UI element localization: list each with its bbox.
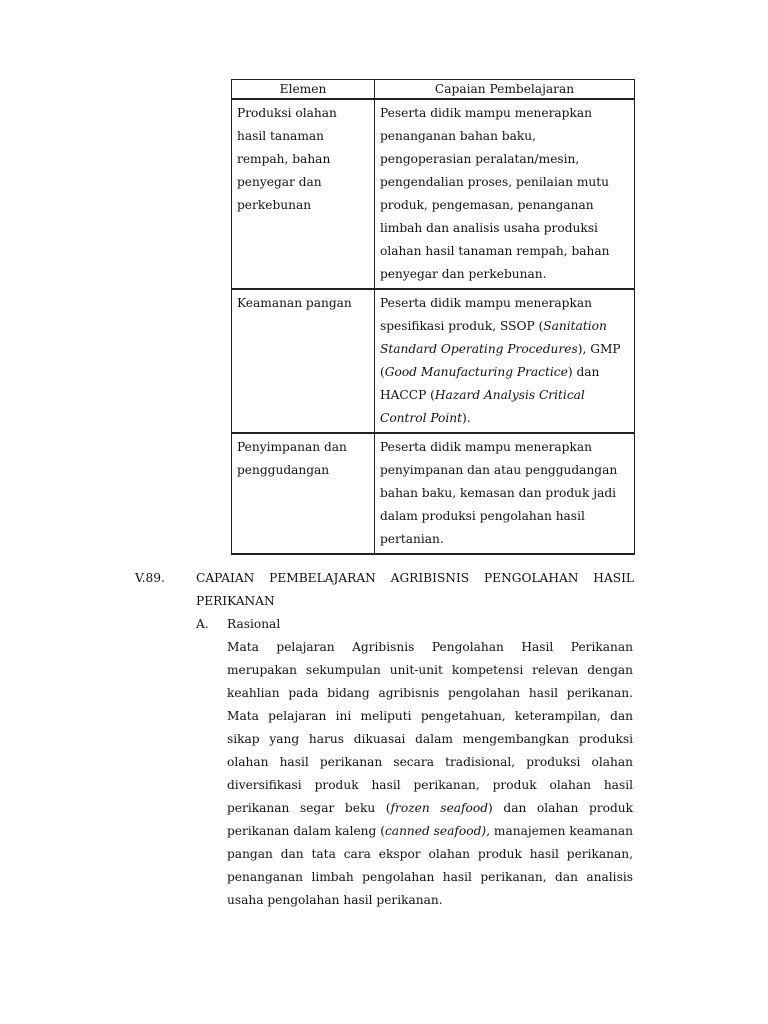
text-run: Peserta didik mampu menerapkan penanganan bahan baku, pengoperasian peralatan/mesin, pengendalian proses, penilaian mutu produk, pengemasan, penanganan limbah dan analisis usaha produksi olahan hasil tanaman rempah, bahan penyegar dan perkebunan. xyxy=(380,106,610,281)
elemen-cell: Produksi olahan hasil tanaman rempah, bahan penyegar dan perkebunan xyxy=(232,99,375,289)
learning-outcomes-table xyxy=(231,79,635,555)
elemen-cell: Keamanan pangan xyxy=(232,289,375,433)
subsection-letter: A. xyxy=(196,617,209,631)
text-run: Peserta didik mampu menerapkan spesifikasi produk, SSOP ( xyxy=(380,296,592,333)
text-run: ), GMP ( xyxy=(380,342,621,379)
text-run: ) dan olahan produk perikanan dalam kaleng ( xyxy=(227,801,633,838)
italic-term: Sanitation Standard Operating Procedures xyxy=(380,319,607,356)
capaian-cell xyxy=(375,99,635,289)
table-row xyxy=(232,289,635,433)
table-header-row xyxy=(232,80,635,100)
text-run: manajemen keamanan pangan dan tata cara ekspor olahan produk hasil perikanan, penanganan limbah pengolahan hasil perikanan, dan analisis usaha pengolahan hasil perikanan. xyxy=(227,824,634,907)
header-capaian: Capaian Pembelajaran xyxy=(375,80,635,100)
header-elemen: Elemen xyxy=(232,80,375,100)
italic-term: canned seafood), xyxy=(384,824,491,838)
capaian-cell xyxy=(375,433,635,554)
section-title: CAPAIAN PEMBELAJARAN AGRIBISNIS PENGOLAHAN HASIL PERIKANAN xyxy=(196,571,634,608)
paragraph-text xyxy=(227,636,633,912)
capaian-cell xyxy=(375,289,635,433)
table-row xyxy=(232,433,635,554)
italic-term: frozen seafood xyxy=(390,801,489,815)
italic-term: Good Manufacturing Practice xyxy=(384,365,568,379)
text-run: ) dan HACCP ( xyxy=(380,365,600,402)
text-run: Peserta didik mampu menerapkan penyimpanan dan atau penggudangan bahan baku, kemasan dan produk jadi dalam produksi pengolahan hasil pertanian. xyxy=(380,440,618,546)
table-row xyxy=(232,99,635,289)
rasional-paragraph xyxy=(227,636,633,912)
text-run: Mata pelajaran Agribisnis Pengolahan Hasil Perikanan merupakan sekumpulan unit-unit kompetensi relevan dengan keahlian pada bidang agribisnis pengolahan hasil perikanan. Mata pelajaran ini meliputi pengetahuan, keterampilan, dan sikap yang harus dikuasai dalam mengembangkan produksi olahan hasil perikanan secara tradisional, produksi olahan diversifikasi produk hasil perikanan, produk olahan hasil perikanan segar beku ( xyxy=(227,640,633,815)
italic-term: Hazard Analysis Critical Control Point xyxy=(380,388,585,425)
elemen-cell: Penyimpanan dan penggudangan xyxy=(232,433,375,554)
section-number: V.89. xyxy=(135,571,165,585)
text-run: ). xyxy=(462,411,471,425)
subsection-label: Rasional xyxy=(227,617,281,631)
